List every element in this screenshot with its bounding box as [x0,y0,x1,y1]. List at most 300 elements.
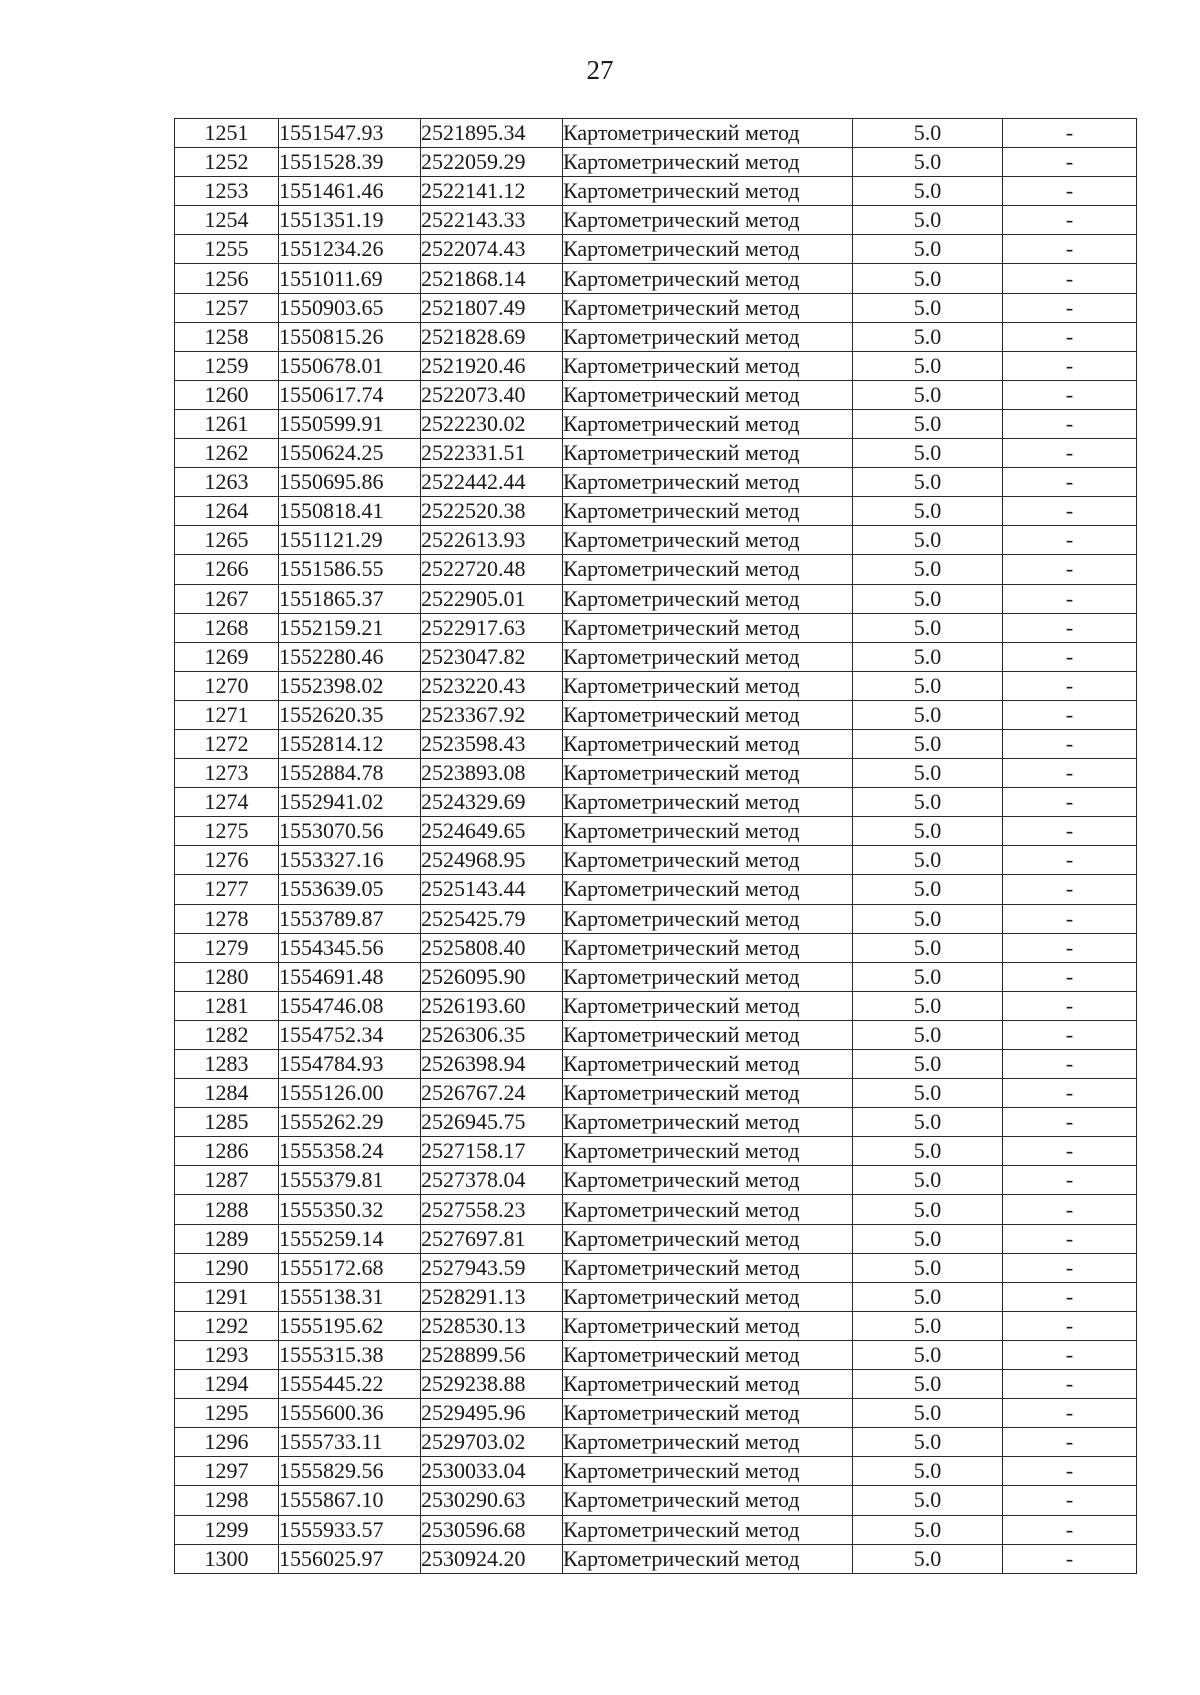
x-coordinate-cell: 1553639.05 [279,875,421,904]
description-cell: - [1003,729,1137,758]
accuracy-cell: 5.0 [853,1166,1003,1195]
table-row [175,1282,1137,1311]
method-cell: Картометрический метод [563,409,853,438]
x-coordinate-cell: 1555829.56 [279,1457,421,1486]
description-cell: - [1003,468,1137,497]
method-cell: Картометрический метод [563,1486,853,1515]
x-coordinate-cell: 1555172.68 [279,1253,421,1282]
accuracy-cell: 5.0 [853,962,1003,991]
point-number-cell: 1285 [175,1108,279,1137]
x-coordinate-cell: 1550815.26 [279,322,421,351]
table-row [175,1224,1137,1253]
table-row [175,206,1137,235]
y-coordinate-cell: 2530290.63 [421,1486,563,1515]
x-coordinate-cell: 1555933.57 [279,1515,421,1544]
y-coordinate-cell: 2522905.01 [421,584,563,613]
method-cell: Картометрический метод [563,439,853,468]
accuracy-cell: 5.0 [853,148,1003,177]
description-cell: - [1003,671,1137,700]
point-number-cell: 1292 [175,1311,279,1340]
table-row [175,671,1137,700]
point-number-cell: 1278 [175,904,279,933]
accuracy-cell: 5.0 [853,1311,1003,1340]
point-number-cell: 1294 [175,1370,279,1399]
y-coordinate-cell: 2527697.81 [421,1224,563,1253]
point-number-cell: 1288 [175,1195,279,1224]
point-number-cell: 1263 [175,468,279,497]
y-coordinate-cell: 2529238.88 [421,1370,563,1399]
table-row [175,1486,1137,1515]
table-row [175,1399,1137,1428]
x-coordinate-cell: 1555600.36 [279,1399,421,1428]
table-row [175,1195,1137,1224]
description-cell: - [1003,1108,1137,1137]
accuracy-cell: 5.0 [853,206,1003,235]
point-number-cell: 1283 [175,1050,279,1079]
point-number-cell: 1266 [175,555,279,584]
method-cell: Картометрический метод [563,846,853,875]
method-cell: Картометрический метод [563,875,853,904]
description-cell: - [1003,351,1137,380]
description-cell: - [1003,584,1137,613]
y-coordinate-cell: 2522331.51 [421,439,563,468]
table-row [175,729,1137,758]
accuracy-cell: 5.0 [853,817,1003,846]
method-cell: Картометрический метод [563,148,853,177]
accuracy-cell: 5.0 [853,1020,1003,1049]
table-row [175,1050,1137,1079]
method-cell: Картометрический метод [563,555,853,584]
y-coordinate-cell: 2522917.63 [421,613,563,642]
y-coordinate-cell: 2528291.13 [421,1282,563,1311]
point-number-cell: 1262 [175,439,279,468]
y-coordinate-cell: 2522073.40 [421,380,563,409]
table-row [175,613,1137,642]
table-row [175,991,1137,1020]
point-number-cell: 1256 [175,264,279,293]
point-number-cell: 1282 [175,1020,279,1049]
table-row [175,642,1137,671]
accuracy-cell: 5.0 [853,729,1003,758]
point-number-cell: 1272 [175,729,279,758]
x-coordinate-cell: 1550624.25 [279,439,421,468]
x-coordinate-cell: 1555315.38 [279,1340,421,1369]
method-cell: Картометрический метод [563,177,853,206]
description-cell: - [1003,1282,1137,1311]
table-row [175,1166,1137,1195]
x-coordinate-cell: 1555733.11 [279,1428,421,1457]
accuracy-cell: 5.0 [853,177,1003,206]
point-number-cell: 1251 [175,119,279,148]
accuracy-cell: 5.0 [853,904,1003,933]
x-coordinate-cell: 1555138.31 [279,1282,421,1311]
description-cell: - [1003,206,1137,235]
point-number-cell: 1299 [175,1515,279,1544]
method-cell: Картометрический метод [563,788,853,817]
description-cell: - [1003,555,1137,584]
description-cell: - [1003,1253,1137,1282]
x-coordinate-cell: 1550695.86 [279,468,421,497]
method-cell: Картометрический метод [563,1311,853,1340]
point-number-cell: 1273 [175,759,279,788]
y-coordinate-cell: 2521828.69 [421,322,563,351]
description-cell: - [1003,1166,1137,1195]
point-number-cell: 1265 [175,526,279,555]
y-coordinate-cell: 2528530.13 [421,1311,563,1340]
method-cell: Картометрический метод [563,671,853,700]
accuracy-cell: 5.0 [853,119,1003,148]
accuracy-cell: 5.0 [853,846,1003,875]
y-coordinate-cell: 2527558.23 [421,1195,563,1224]
point-number-cell: 1300 [175,1544,279,1573]
y-coordinate-cell: 2526398.94 [421,1050,563,1079]
y-coordinate-cell: 2523598.43 [421,729,563,758]
accuracy-cell: 5.0 [853,526,1003,555]
method-cell: Картометрический метод [563,1195,853,1224]
point-number-cell: 1279 [175,933,279,962]
description-cell: - [1003,962,1137,991]
point-number-cell: 1271 [175,700,279,729]
table-row [175,1544,1137,1573]
table-row [175,235,1137,264]
x-coordinate-cell: 1555259.14 [279,1224,421,1253]
y-coordinate-cell: 2522720.48 [421,555,563,584]
table-row [175,1515,1137,1544]
y-coordinate-cell: 2529495.96 [421,1399,563,1428]
x-coordinate-cell: 1552814.12 [279,729,421,758]
method-cell: Картометрический метод [563,206,853,235]
description-cell: - [1003,846,1137,875]
method-cell: Картометрический метод [563,119,853,148]
point-number-cell: 1289 [175,1224,279,1253]
page-number: 27 [586,55,614,85]
table-row [175,788,1137,817]
table-row [175,1079,1137,1108]
description-cell: - [1003,409,1137,438]
x-coordinate-cell: 1554691.48 [279,962,421,991]
table-row [175,322,1137,351]
method-cell: Картометрический метод [563,1370,853,1399]
description-cell: - [1003,991,1137,1020]
point-number-cell: 1269 [175,642,279,671]
table-row [175,468,1137,497]
method-cell: Картометрический метод [563,1399,853,1428]
description-cell: - [1003,526,1137,555]
table-row [175,817,1137,846]
description-cell: - [1003,1399,1137,1428]
method-cell: Картометрический метод [563,1050,853,1079]
method-cell: Картометрический метод [563,322,853,351]
x-coordinate-cell: 1555445.22 [279,1370,421,1399]
accuracy-cell: 5.0 [853,991,1003,1020]
method-cell: Картометрический метод [563,293,853,322]
method-cell: Картометрический метод [563,1137,853,1166]
x-coordinate-cell: 1555358.24 [279,1137,421,1166]
x-coordinate-cell: 1553327.16 [279,846,421,875]
x-coordinate-cell: 1551865.37 [279,584,421,613]
description-cell: - [1003,788,1137,817]
accuracy-cell: 5.0 [853,1108,1003,1137]
y-coordinate-cell: 2522141.12 [421,177,563,206]
y-coordinate-cell: 2522613.93 [421,526,563,555]
x-coordinate-cell: 1554345.56 [279,933,421,962]
table-row [175,1311,1137,1340]
accuracy-cell: 5.0 [853,497,1003,526]
y-coordinate-cell: 2527158.17 [421,1137,563,1166]
x-coordinate-cell: 1552941.02 [279,788,421,817]
accuracy-cell: 5.0 [853,875,1003,904]
table-row [175,759,1137,788]
x-coordinate-cell: 1552620.35 [279,700,421,729]
x-coordinate-cell: 1554746.08 [279,991,421,1020]
x-coordinate-cell: 1551586.55 [279,555,421,584]
table-row [175,177,1137,206]
point-number-cell: 1254 [175,206,279,235]
method-cell: Картометрический метод [563,1224,853,1253]
point-number-cell: 1257 [175,293,279,322]
y-coordinate-cell: 2530033.04 [421,1457,563,1486]
point-number-cell: 1260 [175,380,279,409]
description-cell: - [1003,1457,1137,1486]
accuracy-cell: 5.0 [853,933,1003,962]
description-cell: - [1003,642,1137,671]
table-row [175,1108,1137,1137]
method-cell: Картометрический метод [563,1253,853,1282]
description-cell: - [1003,1370,1137,1399]
point-number-cell: 1286 [175,1137,279,1166]
point-number-cell: 1275 [175,817,279,846]
table-row [175,1428,1137,1457]
method-cell: Картометрический метод [563,1166,853,1195]
accuracy-cell: 5.0 [853,671,1003,700]
x-coordinate-cell: 1555262.29 [279,1108,421,1137]
description-cell: - [1003,439,1137,468]
point-number-cell: 1290 [175,1253,279,1282]
point-number-cell: 1253 [175,177,279,206]
y-coordinate-cell: 2526945.75 [421,1108,563,1137]
accuracy-cell: 5.0 [853,264,1003,293]
y-coordinate-cell: 2524329.69 [421,788,563,817]
accuracy-cell: 5.0 [853,759,1003,788]
table-row [175,497,1137,526]
table-row [175,380,1137,409]
description-cell: - [1003,1020,1137,1049]
table-row [175,148,1137,177]
y-coordinate-cell: 2526095.90 [421,962,563,991]
method-cell: Картометрический метод [563,1544,853,1573]
table-row [175,962,1137,991]
description-cell: - [1003,264,1137,293]
method-cell: Картометрический метод [563,380,853,409]
method-cell: Картометрический метод [563,933,853,962]
x-coordinate-cell: 1555350.32 [279,1195,421,1224]
point-number-cell: 1277 [175,875,279,904]
description-cell: - [1003,119,1137,148]
accuracy-cell: 5.0 [853,642,1003,671]
method-cell: Картометрический метод [563,1340,853,1369]
point-number-cell: 1259 [175,351,279,380]
y-coordinate-cell: 2523047.82 [421,642,563,671]
description-cell: - [1003,613,1137,642]
accuracy-cell: 5.0 [853,1544,1003,1573]
description-cell: - [1003,1340,1137,1369]
y-coordinate-cell: 2523367.92 [421,700,563,729]
accuracy-cell: 5.0 [853,1282,1003,1311]
y-coordinate-cell: 2530596.68 [421,1515,563,1544]
x-coordinate-cell: 1550903.65 [279,293,421,322]
accuracy-cell: 5.0 [853,1050,1003,1079]
y-coordinate-cell: 2526306.35 [421,1020,563,1049]
method-cell: Картометрический метод [563,1428,853,1457]
method-cell: Картометрический метод [563,700,853,729]
method-cell: Картометрический метод [563,729,853,758]
description-cell: - [1003,1515,1137,1544]
point-number-cell: 1296 [175,1428,279,1457]
x-coordinate-cell: 1551121.29 [279,526,421,555]
x-coordinate-cell: 1554784.93 [279,1050,421,1079]
method-cell: Картометрический метод [563,497,853,526]
y-coordinate-cell: 2529703.02 [421,1428,563,1457]
point-number-cell: 1267 [175,584,279,613]
y-coordinate-cell: 2522074.43 [421,235,563,264]
table-body [175,119,1137,1574]
description-cell: - [1003,235,1137,264]
x-coordinate-cell: 1555195.62 [279,1311,421,1340]
description-cell: - [1003,1137,1137,1166]
x-coordinate-cell: 1556025.97 [279,1544,421,1573]
accuracy-cell: 5.0 [853,235,1003,264]
description-cell: - [1003,380,1137,409]
y-coordinate-cell: 2521920.46 [421,351,563,380]
method-cell: Картометрический метод [563,351,853,380]
point-number-cell: 1252 [175,148,279,177]
method-cell: Картометрический метод [563,1515,853,1544]
method-cell: Картометрический метод [563,759,853,788]
method-cell: Картометрический метод [563,817,853,846]
description-cell: - [1003,1486,1137,1515]
point-number-cell: 1297 [175,1457,279,1486]
method-cell: Картометрический метод [563,642,853,671]
table-row [175,584,1137,613]
y-coordinate-cell: 2527378.04 [421,1166,563,1195]
point-number-cell: 1276 [175,846,279,875]
y-coordinate-cell: 2522520.38 [421,497,563,526]
table-row [175,1253,1137,1282]
y-coordinate-cell: 2524968.95 [421,846,563,875]
accuracy-cell: 5.0 [853,700,1003,729]
description-cell: - [1003,700,1137,729]
point-number-cell: 1274 [175,788,279,817]
x-coordinate-cell: 1550678.01 [279,351,421,380]
table-row [175,700,1137,729]
description-cell: - [1003,148,1137,177]
x-coordinate-cell: 1551351.19 [279,206,421,235]
y-coordinate-cell: 2522059.29 [421,148,563,177]
table-row [175,875,1137,904]
accuracy-cell: 5.0 [853,293,1003,322]
accuracy-cell: 5.0 [853,439,1003,468]
x-coordinate-cell: 1550818.41 [279,497,421,526]
y-coordinate-cell: 2521868.14 [421,264,563,293]
table-row [175,933,1137,962]
x-coordinate-cell: 1550599.91 [279,409,421,438]
method-cell: Картометрический метод [563,1457,853,1486]
accuracy-cell: 5.0 [853,584,1003,613]
table-row [175,439,1137,468]
y-coordinate-cell: 2522230.02 [421,409,563,438]
accuracy-cell: 5.0 [853,1079,1003,1108]
y-coordinate-cell: 2522442.44 [421,468,563,497]
accuracy-cell: 5.0 [853,1224,1003,1253]
accuracy-cell: 5.0 [853,1370,1003,1399]
point-number-cell: 1287 [175,1166,279,1195]
x-coordinate-cell: 1551547.93 [279,119,421,148]
point-number-cell: 1270 [175,671,279,700]
description-cell: - [1003,1428,1137,1457]
table-row [175,351,1137,380]
description-cell: - [1003,497,1137,526]
table-row [175,1457,1137,1486]
description-cell: - [1003,817,1137,846]
method-cell: Картометрический метод [563,235,853,264]
accuracy-cell: 5.0 [853,1428,1003,1457]
coordinates-table [174,118,1137,1574]
description-cell: - [1003,293,1137,322]
point-number-cell: 1281 [175,991,279,1020]
point-number-cell: 1261 [175,409,279,438]
method-cell: Картометрический метод [563,1020,853,1049]
x-coordinate-cell: 1552884.78 [279,759,421,788]
table-row [175,409,1137,438]
y-coordinate-cell: 2526193.60 [421,991,563,1020]
table-row [175,1020,1137,1049]
description-cell: - [1003,933,1137,962]
x-coordinate-cell: 1554752.34 [279,1020,421,1049]
x-coordinate-cell: 1552280.46 [279,642,421,671]
table-row [175,264,1137,293]
method-cell: Картометрический метод [563,991,853,1020]
table-row [175,119,1137,148]
accuracy-cell: 5.0 [853,380,1003,409]
y-coordinate-cell: 2525143.44 [421,875,563,904]
y-coordinate-cell: 2521807.49 [421,293,563,322]
y-coordinate-cell: 2528899.56 [421,1340,563,1369]
x-coordinate-cell: 1555867.10 [279,1486,421,1515]
method-cell: Картометрический метод [563,468,853,497]
accuracy-cell: 5.0 [853,1486,1003,1515]
table-row [175,526,1137,555]
method-cell: Картометрический метод [563,1108,853,1137]
x-coordinate-cell: 1551234.26 [279,235,421,264]
description-cell: - [1003,904,1137,933]
table-row [175,293,1137,322]
accuracy-cell: 5.0 [853,1399,1003,1428]
point-number-cell: 1298 [175,1486,279,1515]
y-coordinate-cell: 2526767.24 [421,1079,563,1108]
method-cell: Картометрический метод [563,962,853,991]
accuracy-cell: 5.0 [853,788,1003,817]
x-coordinate-cell: 1552398.02 [279,671,421,700]
method-cell: Картометрический метод [563,613,853,642]
y-coordinate-cell: 2521895.34 [421,119,563,148]
description-cell: - [1003,1544,1137,1573]
x-coordinate-cell: 1551528.39 [279,148,421,177]
x-coordinate-cell: 1551461.46 [279,177,421,206]
table-row [175,904,1137,933]
method-cell: Картометрический метод [563,1079,853,1108]
accuracy-cell: 5.0 [853,1253,1003,1282]
accuracy-cell: 5.0 [853,1195,1003,1224]
